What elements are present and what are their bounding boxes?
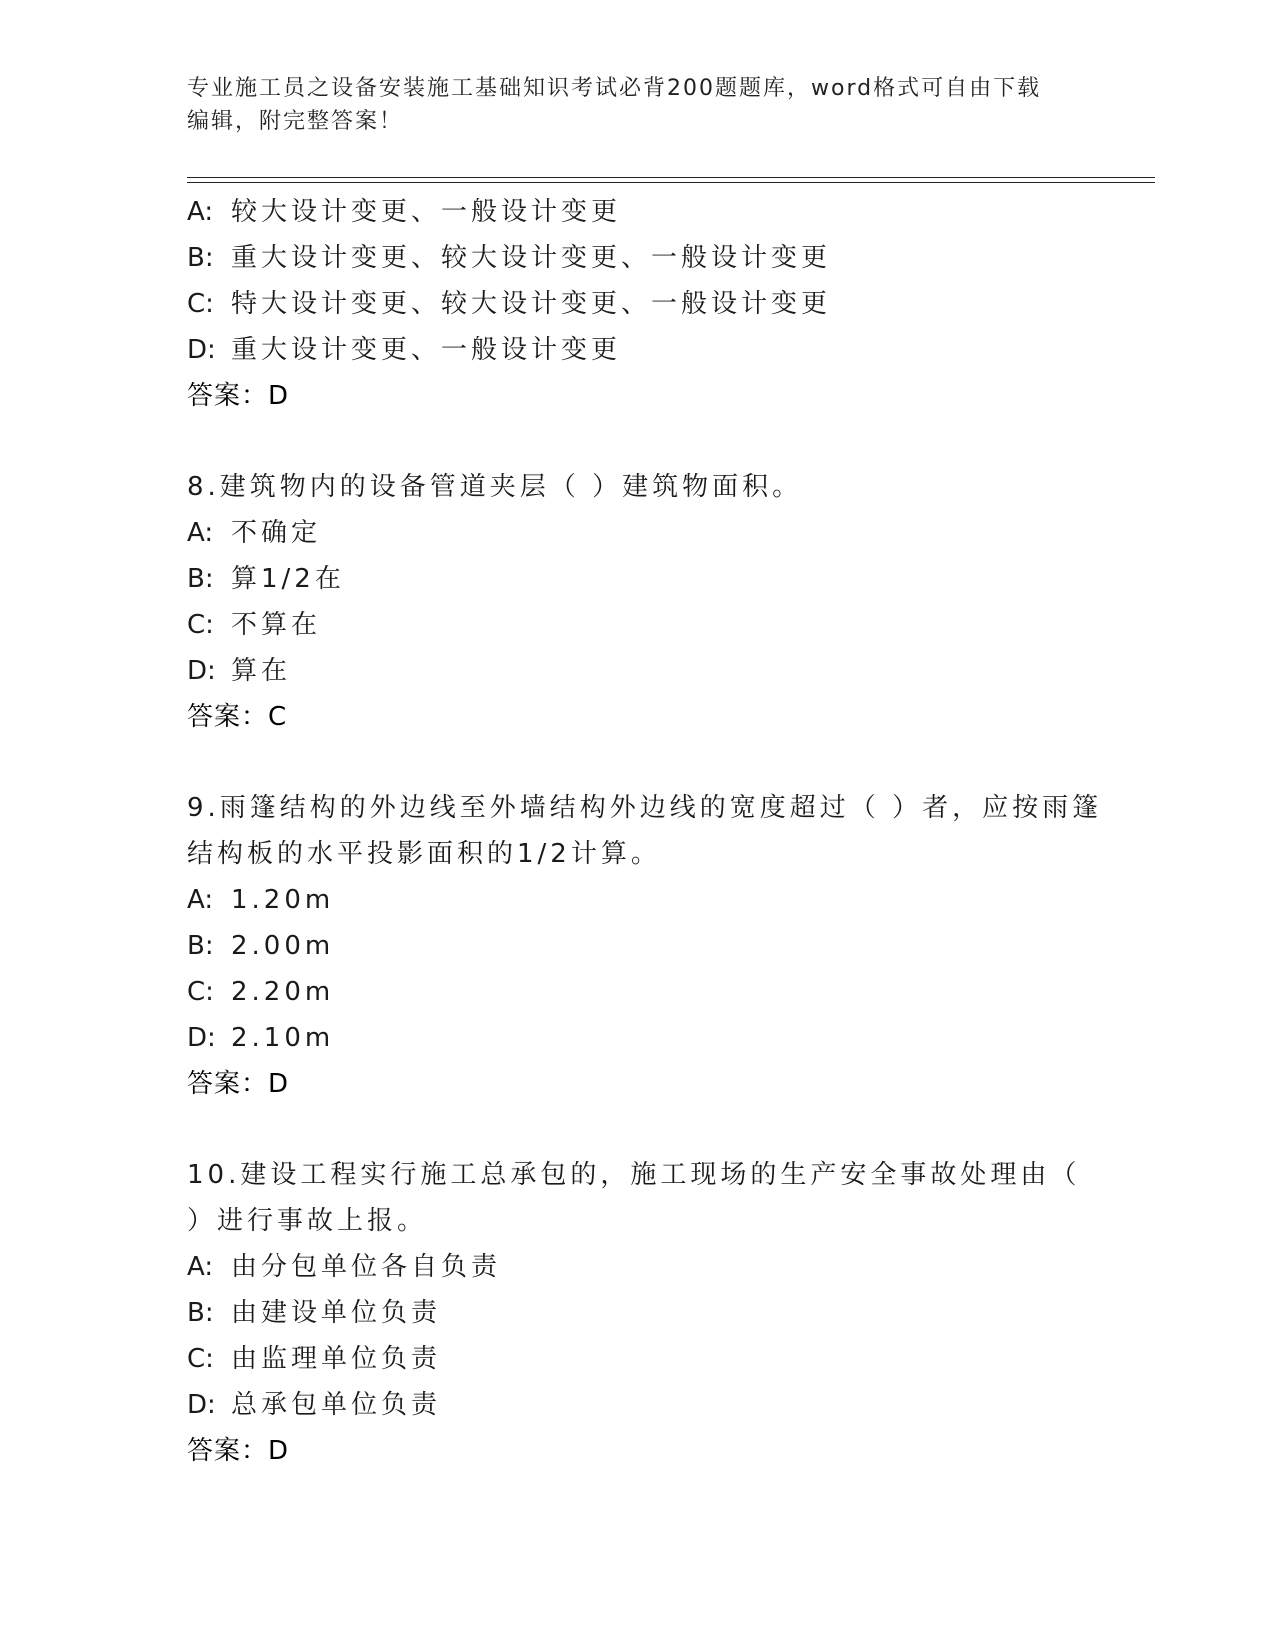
option-label: A: xyxy=(187,197,214,227)
option-d xyxy=(187,327,1147,373)
question-text: 8.建筑物内的设备管道夹层（ ）建筑物面积。 xyxy=(187,472,803,502)
option-text: 算在 xyxy=(231,656,292,686)
document-header xyxy=(187,72,1087,138)
option-d xyxy=(187,648,1147,694)
option-text: 由建设单位负责 xyxy=(231,1298,442,1328)
header-line-1: 专业施工员之设备安装施工基础知识考试必背200题题库，word格式可自由下载 xyxy=(187,76,1042,101)
option-label: A: xyxy=(187,885,214,915)
option-text: 特大设计变更、较大设计变更、一般设计变更 xyxy=(231,289,832,319)
option-text: 1.20m xyxy=(231,885,335,915)
option-label: A: xyxy=(187,518,214,548)
option-text: 不确定 xyxy=(231,518,322,548)
option-text: 重大设计变更、较大设计变更、一般设计变更 xyxy=(231,243,832,273)
option-label: D: xyxy=(187,1023,216,1053)
option-text: 较大设计变更、一般设计变更 xyxy=(231,197,622,227)
option-d xyxy=(187,1015,1147,1061)
option-label: A: xyxy=(187,1252,214,1282)
option-label: C: xyxy=(187,977,214,1007)
question-text-continued: 结构板的水平投影面积的1/2计算。 xyxy=(187,839,661,869)
option-text: 2.20m xyxy=(231,977,335,1007)
option-b xyxy=(187,1290,1147,1336)
option-b xyxy=(187,235,1147,281)
option-label: B: xyxy=(187,1298,214,1328)
question-9 xyxy=(187,785,1147,1107)
question-text: 10.建设工程实行施工总承包的，施工现场的生产安全事故处理由（ xyxy=(187,1160,1081,1190)
option-label: D: xyxy=(187,335,216,365)
option-a xyxy=(187,189,1147,235)
option-label: C: xyxy=(187,1344,214,1374)
question-text-continued: ）进行事故上报。 xyxy=(187,1206,428,1236)
option-b xyxy=(187,556,1147,602)
option-label: D: xyxy=(187,656,216,686)
option-b xyxy=(187,923,1147,969)
option-c xyxy=(187,969,1147,1015)
question-list xyxy=(187,189,1147,1474)
answer-line: 答案：D xyxy=(187,381,290,411)
question-8 xyxy=(187,464,1147,740)
answer-line: 答案：D xyxy=(187,1069,290,1099)
option-text: 不算在 xyxy=(231,610,322,640)
option-text: 由分包单位各自负责 xyxy=(231,1252,502,1282)
question-text: 9.雨篷结构的外边线至外墙结构外边线的宽度超过（ ）者，应按雨篷 xyxy=(187,793,1103,823)
answer-line: 答案：C xyxy=(187,702,288,732)
option-text: 算1/2在 xyxy=(231,564,345,594)
option-label: B: xyxy=(187,243,214,273)
header-divider-bottom xyxy=(187,182,1155,183)
header-line-2: 编辑，附完整答案！ xyxy=(187,109,404,134)
question-10 xyxy=(187,1152,1147,1474)
option-label: B: xyxy=(187,931,214,961)
option-a xyxy=(187,877,1147,923)
option-label: D: xyxy=(187,1390,216,1420)
option-c xyxy=(187,602,1147,648)
answer-line: 答案：D xyxy=(187,1436,290,1466)
option-label: C: xyxy=(187,610,214,640)
option-text: 由监理单位负责 xyxy=(231,1344,442,1374)
option-c xyxy=(187,1336,1147,1382)
option-label: B: xyxy=(187,564,214,594)
option-d xyxy=(187,1382,1147,1428)
option-a xyxy=(187,1244,1147,1290)
option-text: 2.00m xyxy=(231,931,335,961)
question-7 xyxy=(187,189,1147,419)
option-label: C: xyxy=(187,289,214,319)
option-a xyxy=(187,510,1147,556)
option-text: 2.10m xyxy=(231,1023,335,1053)
option-c xyxy=(187,281,1147,327)
header-divider-top xyxy=(187,177,1155,178)
option-text: 总承包单位负责 xyxy=(231,1390,442,1420)
option-text: 重大设计变更、一般设计变更 xyxy=(231,335,622,365)
